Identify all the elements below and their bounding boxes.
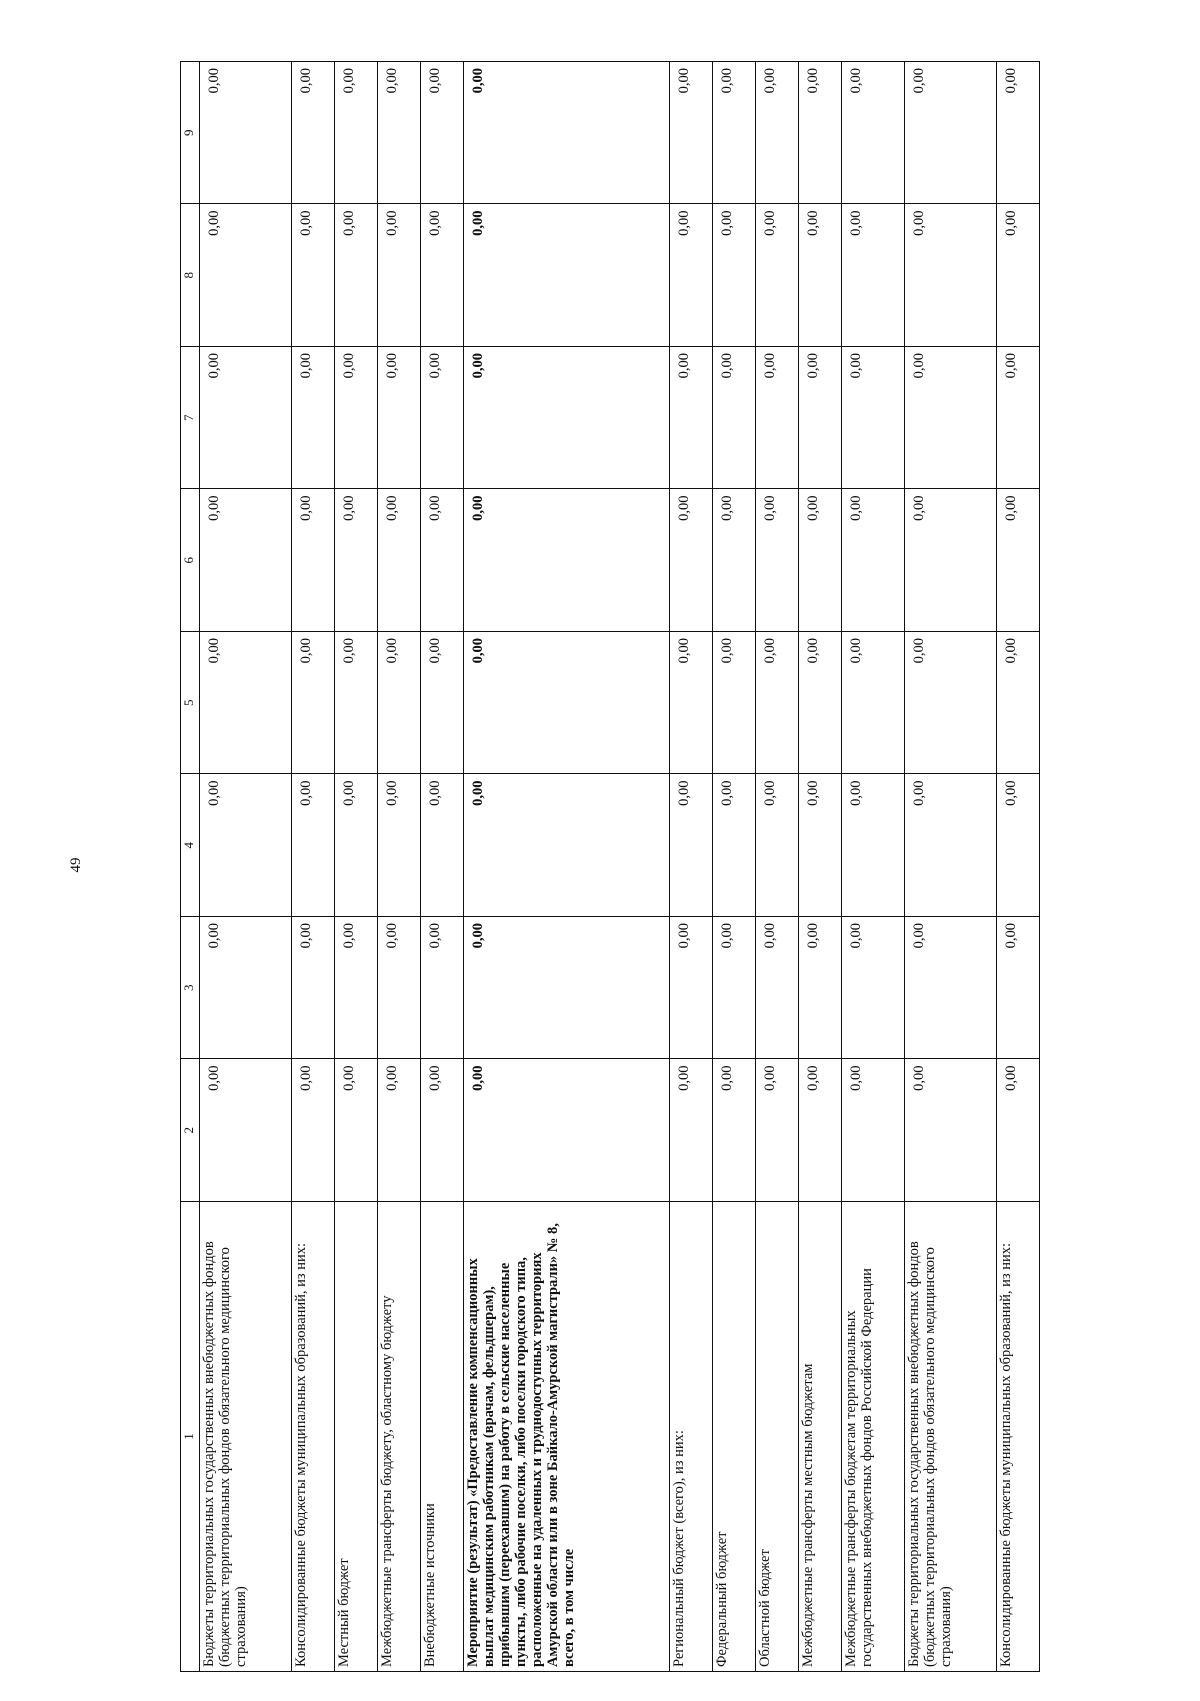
value-cell: 0,00 <box>905 917 997 1060</box>
value-cell: 0,00 <box>377 632 420 775</box>
value-cell: 0,00 <box>420 917 463 1060</box>
value-cell: 0,00 <box>756 62 799 205</box>
value-cell: 0,00 <box>756 632 799 775</box>
row-label: Межбюджетные трансферты бюджету, областному бюджету <box>377 1202 420 1672</box>
value-cell: 0,00 <box>334 204 377 347</box>
table-row <box>463 62 669 1672</box>
value-cell: 0,00 <box>713 489 756 632</box>
value-cell: 0,00 <box>842 632 905 775</box>
value-cell: 0,00 <box>463 774 669 917</box>
value-cell: 0,00 <box>799 632 842 775</box>
value-cell: 0,00 <box>756 204 799 347</box>
value-cell: 0,00 <box>377 1059 420 1202</box>
value-cell: 0,00 <box>842 774 905 917</box>
value-cell: 0,00 <box>200 347 292 490</box>
value-cell: 0,00 <box>463 917 669 1060</box>
budget-table <box>180 61 1040 1672</box>
value-cell: 0,00 <box>334 347 377 490</box>
value-cell: 0,00 <box>291 1059 334 1202</box>
value-cell: 0,00 <box>713 632 756 775</box>
header-row <box>181 62 200 1672</box>
value-cell: 0,00 <box>420 347 463 490</box>
value-cell: 0,00 <box>799 774 842 917</box>
value-cell: 0,00 <box>905 632 997 775</box>
value-cell: 0,00 <box>463 347 669 490</box>
rotated-page <box>180 62 1040 1672</box>
value-cell: 0,00 <box>291 774 334 917</box>
value-cell: 0,00 <box>670 917 713 1060</box>
value-cell: 0,00 <box>334 632 377 775</box>
value-cell: 0,00 <box>377 917 420 1060</box>
value-cell: 0,00 <box>713 347 756 490</box>
table-row <box>334 62 377 1672</box>
table-row <box>842 62 905 1672</box>
column-header-7: 7 <box>181 347 200 490</box>
value-cell: 0,00 <box>420 774 463 917</box>
value-cell: 0,00 <box>799 489 842 632</box>
value-cell: 0,00 <box>200 1059 292 1202</box>
table-row <box>291 62 334 1672</box>
value-cell: 0,00 <box>670 62 713 205</box>
value-cell: 0,00 <box>905 489 997 632</box>
column-header-8: 8 <box>181 204 200 347</box>
value-cell: 0,00 <box>799 347 842 490</box>
value-cell: 0,00 <box>713 204 756 347</box>
value-cell: 0,00 <box>200 632 292 775</box>
value-cell: 0,00 <box>334 489 377 632</box>
value-cell: 0,00 <box>420 62 463 205</box>
value-cell: 0,00 <box>713 1059 756 1202</box>
row-label: Межбюджетные трансферты бюджетам территориальных государственных внебюджетных фондов Российской Федерации <box>842 1202 905 1672</box>
value-cell: 0,00 <box>905 62 997 205</box>
row-label: Бюджеты территориальных государственных внебюджетных фондов (бюджетных территориальных фондов обязательного медицинского страхования) <box>905 1202 997 1672</box>
value-cell: 0,00 <box>756 489 799 632</box>
value-cell: 0,00 <box>799 1059 842 1202</box>
value-cell: 0,00 <box>905 1059 997 1202</box>
value-cell: 0,00 <box>842 1059 905 1202</box>
value-cell: 0,00 <box>200 917 292 1060</box>
value-cell: 0,00 <box>756 917 799 1060</box>
value-cell: 0,00 <box>377 62 420 205</box>
value-cell: 0,00 <box>842 489 905 632</box>
value-cell: 0,00 <box>291 62 334 205</box>
value-cell: 0,00 <box>420 204 463 347</box>
value-cell: 0,00 <box>996 489 1039 632</box>
value-cell: 0,00 <box>377 347 420 490</box>
value-cell: 0,00 <box>291 632 334 775</box>
value-cell: 0,00 <box>996 1059 1039 1202</box>
table-row <box>905 62 997 1672</box>
value-cell: 0,00 <box>842 347 905 490</box>
value-cell: 0,00 <box>713 62 756 205</box>
row-label: Консолидированные бюджеты муниципальных образований, из них: <box>996 1202 1039 1672</box>
value-cell: 0,00 <box>291 917 334 1060</box>
value-cell: 0,00 <box>756 1059 799 1202</box>
table-row <box>756 62 799 1672</box>
value-cell: 0,00 <box>670 632 713 775</box>
row-label: Региональный бюджет (всего), из них: <box>670 1202 713 1672</box>
table-row <box>713 62 756 1672</box>
value-cell: 0,00 <box>756 774 799 917</box>
value-cell: 0,00 <box>200 774 292 917</box>
column-header-5: 5 <box>181 632 200 775</box>
value-cell: 0,00 <box>291 489 334 632</box>
column-header-1: 1 <box>181 1202 200 1672</box>
value-cell: 0,00 <box>670 347 713 490</box>
value-cell: 0,00 <box>842 204 905 347</box>
table-row <box>670 62 713 1672</box>
value-cell: 0,00 <box>996 347 1039 490</box>
value-cell: 0,00 <box>200 489 292 632</box>
value-cell: 0,00 <box>420 489 463 632</box>
value-cell: 0,00 <box>905 347 997 490</box>
row-label: Внебюджетные источники <box>420 1202 463 1672</box>
value-cell: 0,00 <box>291 204 334 347</box>
value-cell: 0,00 <box>996 204 1039 347</box>
value-cell: 0,00 <box>420 1059 463 1202</box>
column-header-6: 6 <box>181 489 200 632</box>
value-cell: 0,00 <box>420 632 463 775</box>
value-cell: 0,00 <box>996 917 1039 1060</box>
value-cell: 0,00 <box>463 204 669 347</box>
row-label: Федеральный бюджет <box>713 1202 756 1672</box>
value-cell: 0,00 <box>670 204 713 347</box>
value-cell: 0,00 <box>713 774 756 917</box>
table-row <box>799 62 842 1672</box>
row-label: Бюджеты территориальных государственных внебюджетных фондов (бюджетных территориальных фондов обязательного медицинского страхования) <box>200 1202 292 1672</box>
value-cell: 0,00 <box>713 917 756 1060</box>
value-cell: 0,00 <box>463 1059 669 1202</box>
value-cell: 0,00 <box>463 632 669 775</box>
table-row <box>420 62 463 1672</box>
value-cell: 0,00 <box>670 489 713 632</box>
value-cell: 0,00 <box>842 62 905 205</box>
row-label: Мероприятие (результат) «Предоставление компенсационных выплат медицинским работникам (врачам, фельдшерам), прибывшим (переехавшим) на работу в сельские населенные пункты, либо рабочие поселки, либо поселки городского типа, расположенные на удаленных и труднодоступных территориях Амурской области или в зоне Байкало-Амурской магистрали» № 8, всего, в том числе <box>463 1202 669 1672</box>
value-cell: 0,00 <box>377 204 420 347</box>
column-header-4: 4 <box>181 774 200 917</box>
page-number: 49 <box>68 857 84 873</box>
value-cell: 0,00 <box>670 774 713 917</box>
value-cell: 0,00 <box>334 917 377 1060</box>
value-cell: 0,00 <box>799 62 842 205</box>
value-cell: 0,00 <box>291 347 334 490</box>
row-label: Консолидированные бюджеты муниципальных образований, из них: <box>291 1202 334 1672</box>
value-cell: 0,00 <box>334 1059 377 1202</box>
column-header-2: 2 <box>181 1059 200 1202</box>
column-header-3: 3 <box>181 917 200 1060</box>
value-cell: 0,00 <box>200 204 292 347</box>
value-cell: 0,00 <box>377 489 420 632</box>
value-cell: 0,00 <box>799 917 842 1060</box>
value-cell: 0,00 <box>334 774 377 917</box>
value-cell: 0,00 <box>996 774 1039 917</box>
value-cell: 0,00 <box>799 204 842 347</box>
value-cell: 0,00 <box>670 1059 713 1202</box>
value-cell: 0,00 <box>377 774 420 917</box>
column-header-9: 9 <box>181 62 200 205</box>
value-cell: 0,00 <box>463 489 669 632</box>
table-row <box>996 62 1039 1672</box>
value-cell: 0,00 <box>842 917 905 1060</box>
table-row <box>377 62 420 1672</box>
value-cell: 0,00 <box>756 347 799 490</box>
value-cell: 0,00 <box>996 62 1039 205</box>
table-row <box>200 62 292 1672</box>
value-cell: 0,00 <box>200 62 292 205</box>
table-body <box>200 62 1040 1672</box>
row-label: Местный бюджет <box>334 1202 377 1672</box>
value-cell: 0,00 <box>905 774 997 917</box>
row-label: Областной бюджет <box>756 1202 799 1672</box>
row-label: Межбюджетные трансферты местным бюджетам <box>799 1202 842 1672</box>
value-cell: 0,00 <box>996 632 1039 775</box>
value-cell: 0,00 <box>905 204 997 347</box>
value-cell: 0,00 <box>334 62 377 205</box>
value-cell: 0,00 <box>463 62 669 205</box>
